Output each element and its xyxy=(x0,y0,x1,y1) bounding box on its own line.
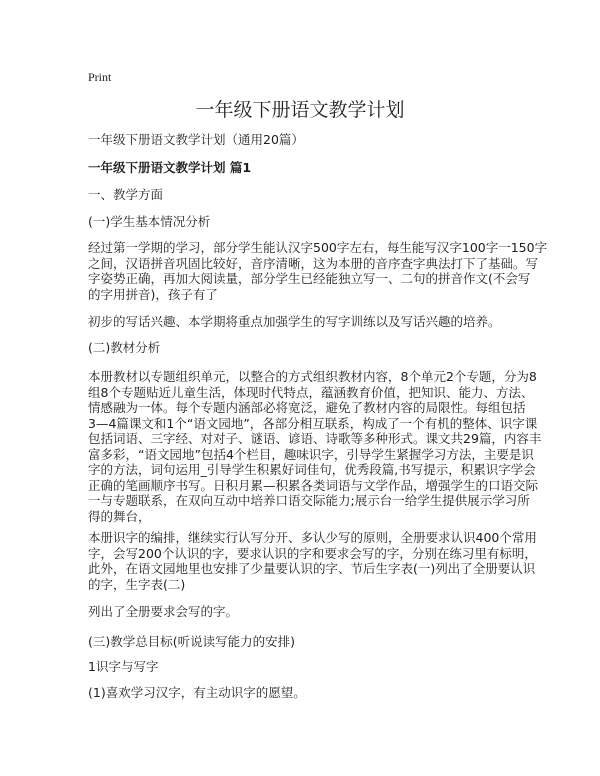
text-line: 之间，汉语拼音巩固比较好，音序清晰，这为本册的音序查字典法打下了基础。写 xyxy=(88,255,539,271)
text-line: 初步的写话兴趣、本学期将重点加强学生的写字训练以及写话兴趣的培养。 xyxy=(88,314,501,329)
print-label: Print xyxy=(88,70,112,84)
text-line: 此外，在语文园地里也安排了少量要认识的字、节后生字表(一)列出了全册要认识 xyxy=(88,561,536,576)
text-line: 一与专题联系，在双向互动中培养口语交际能力;展示台一给学生提供展示学习所 xyxy=(88,493,530,508)
paragraph-writing-list xyxy=(88,604,528,620)
heading-textbook-analysis: (二)教材分析 xyxy=(88,340,161,355)
section-heading: 一年级下册语文教学计划 篇1 xyxy=(88,160,252,175)
heading-teaching-goals: (三)教学总目标(听说读写能力的安排) xyxy=(88,634,296,649)
paragraph-textbook-analysis xyxy=(88,369,542,524)
text-line: 3—4篇课文和1个“语文园地”，各部分相互联系，构成了一个有机的整体、识字课 xyxy=(88,415,538,431)
page-title: 一年级下册语文教学计划 xyxy=(195,99,405,121)
text-line: 列出了全册要求会写的字。 xyxy=(88,604,239,619)
text-line: 正确的笔画顺序书写。日积月累—积累各类词语与文学作品，增强学生的口语交际 xyxy=(88,477,539,493)
document-subtitle: 一年级下册语文教学计划（通用20篇） xyxy=(88,132,304,147)
text-line: 字的方法，词句运用_引导学生积累好词佳句，优秀段篇,书写提示，积累识字学会 xyxy=(88,462,536,477)
text-line: 字姿势正确，再加大阅读量，部分学生已经能独立写一、二句的拼音作文(不会写 xyxy=(88,271,531,286)
text-line: 得的舞台， xyxy=(88,508,151,524)
text-line: 情感融为一体。每个专题内涵部必将宽泛，避免了教材内容的局限性。每组包括 xyxy=(88,400,526,415)
text-line: 本册识字的编排，继续实行认写分开、多认少写的原则，全册要求认识400个常用 xyxy=(88,530,537,545)
heading-student-analysis: (一)学生基本情况分析 xyxy=(88,214,211,229)
paragraph-literacy-arrangement xyxy=(88,530,537,592)
heading-teaching: 一、教学方面 xyxy=(88,187,164,202)
paragraph-writing-interest xyxy=(88,314,528,330)
text-line: 富多彩，“语文园地”包括4个栏目，趣味识字，引导学生紧握学习方法，主要是识 xyxy=(88,446,534,462)
text-line: (1)喜欢学习汉字，有主动识字的愿望。 xyxy=(88,685,306,700)
text-line: 本册教材以专题组织单元，以整合的方式组织教材内容，8个单元2个专题，分为8 xyxy=(88,369,537,384)
paragraph-goal-1 xyxy=(88,685,528,701)
text-line: 的字，生字表(二) xyxy=(88,576,186,592)
text-line: 组8个专题贴近儿童生活，体现时代特点，蕴涵教育价值，把知识、能力、方法、 xyxy=(88,384,534,400)
paragraph-student-analysis xyxy=(88,240,548,302)
text-line: 的字用拼音)，孩子有了 xyxy=(88,286,218,302)
text-line: 字，会写200个认识的字，要求认识的字和要求会写的字，分别在练习里有标明， xyxy=(88,545,537,561)
heading-literacy-writing: 1识字与写字 xyxy=(88,659,159,674)
text-line: 包括词语、三字经、对对子、谜语、谚语、诗歌等多种形式。课文共29篇，内容丰 xyxy=(88,431,542,446)
text-line: 经过第一学期的学习，部分学生能认汉字500字左右，每生能写汉字100字一150字 xyxy=(88,240,548,255)
